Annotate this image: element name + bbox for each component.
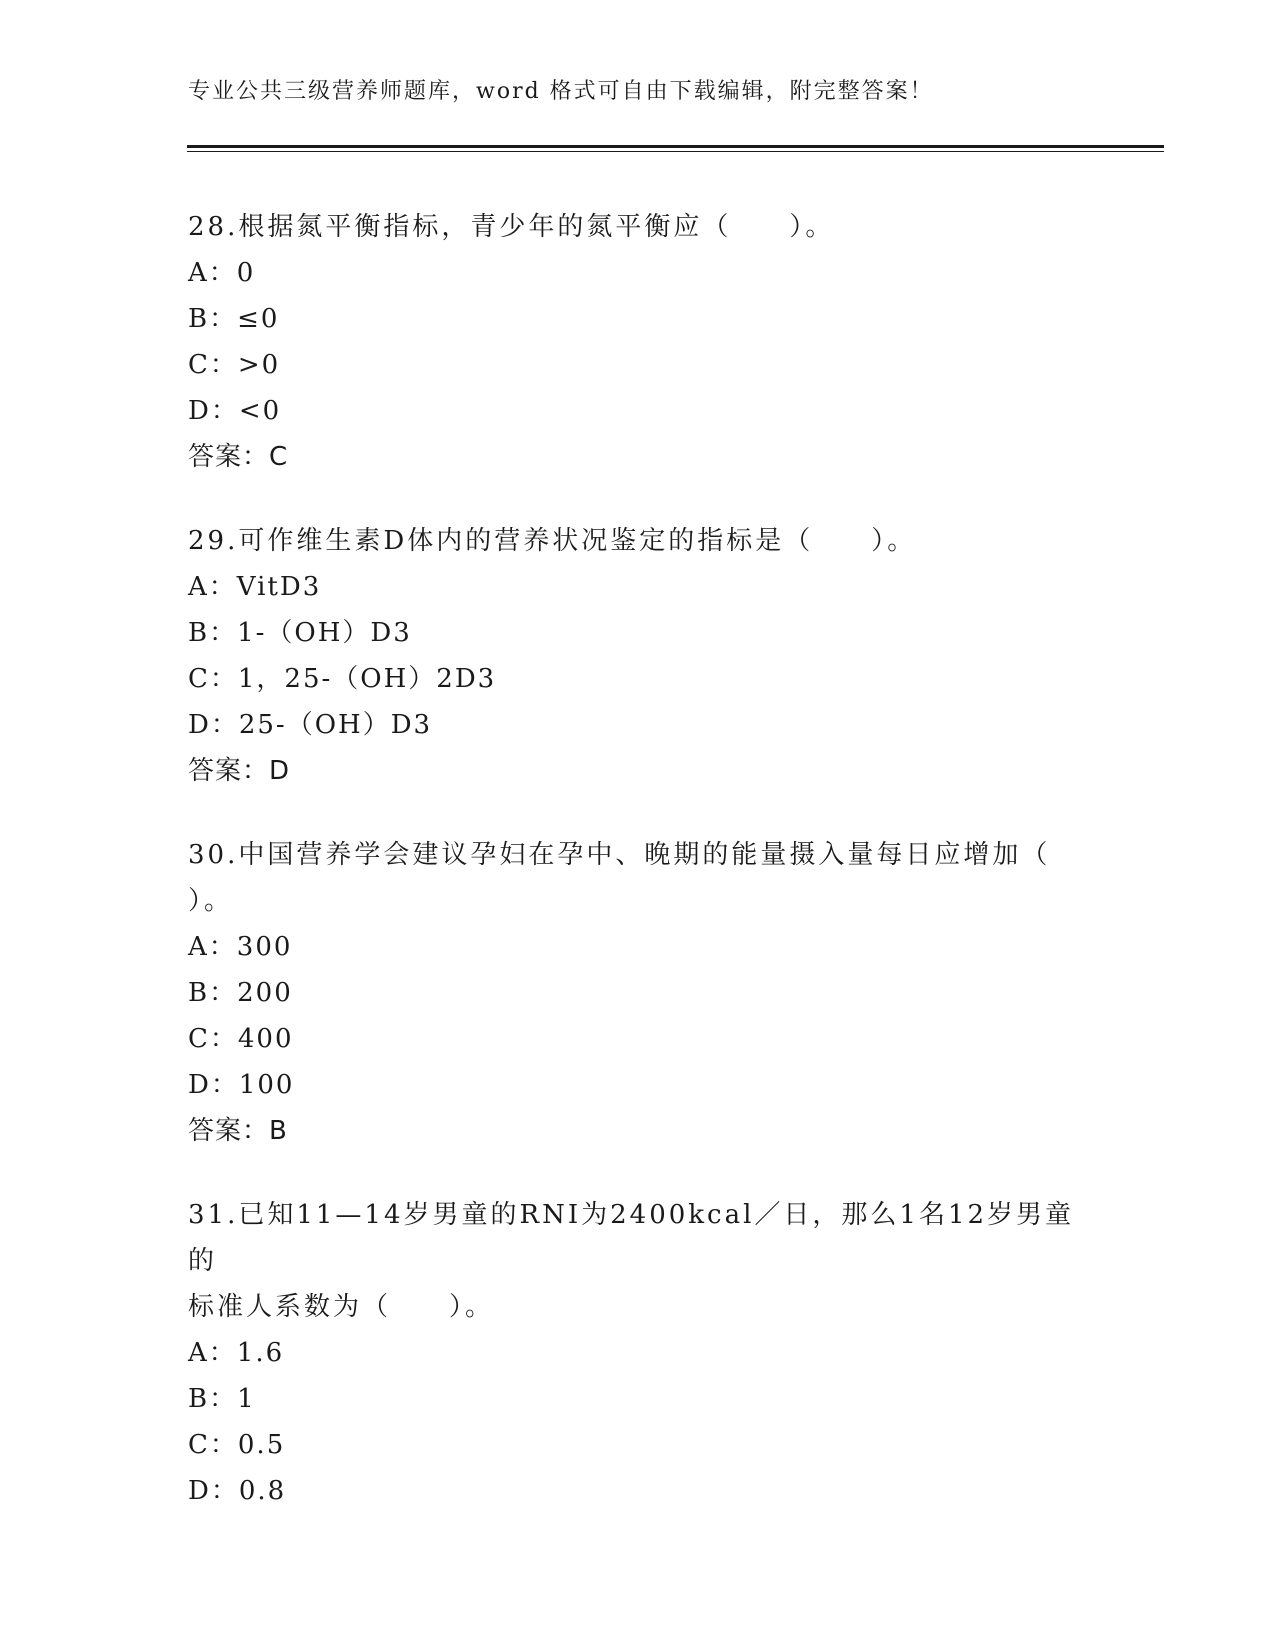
option-d: D：0.8 <box>188 1476 287 1506</box>
option-b: B：1-（OH）D3 <box>188 618 412 648</box>
question-28 <box>188 204 1088 480</box>
question-text: 31.已知11—14岁男童的RNI为2400kcal／日，那么1名12岁男童的 标准人系数为（ ）。 <box>188 1200 1075 1322</box>
question-29 <box>188 518 1088 794</box>
question-text: 28.根据氮平衡指标，青少年的氮平衡应（ ）。 <box>188 212 835 242</box>
option-a: A：VitD3 <box>188 572 322 602</box>
option-d: D：25-（OH）D3 <box>188 710 433 740</box>
question-30 <box>188 832 1088 1154</box>
option-b: B：200 <box>188 978 293 1008</box>
option-c: C：1，25-（OH）2D3 <box>188 664 497 694</box>
option-a: A：300 <box>188 932 293 962</box>
question-text: 29.可作维生素D体内的营养状况鉴定的指标是（ ）。 <box>188 526 917 556</box>
question-text: 30.中国营养学会建议孕妇在孕中、晚期的能量摄入量每日应增加（ ）。 <box>188 840 1051 916</box>
option-b: B：1 <box>188 1384 256 1414</box>
option-c: C：>0 <box>188 350 281 380</box>
option-a: A：0 <box>188 258 256 288</box>
page-header: 专业公共三级营养师题库，word 格式可自由下载编辑，附完整答案！ <box>188 79 934 104</box>
question-list <box>188 204 1088 1552</box>
answer-line: 答案：B <box>188 1116 288 1146</box>
option-d: D：<0 <box>188 396 282 426</box>
question-31 <box>188 1192 1088 1514</box>
option-c: C：400 <box>188 1024 294 1054</box>
option-b: B：≤0 <box>188 304 280 334</box>
header-rule-thin <box>187 151 1164 152</box>
option-c: C：0.5 <box>188 1430 286 1460</box>
header-rule-thick <box>187 145 1164 148</box>
answer-line: 答案：D <box>188 756 291 786</box>
option-a: A：1.6 <box>188 1338 285 1368</box>
answer-line: 答案：C <box>188 442 289 472</box>
option-d: D：100 <box>188 1070 295 1100</box>
